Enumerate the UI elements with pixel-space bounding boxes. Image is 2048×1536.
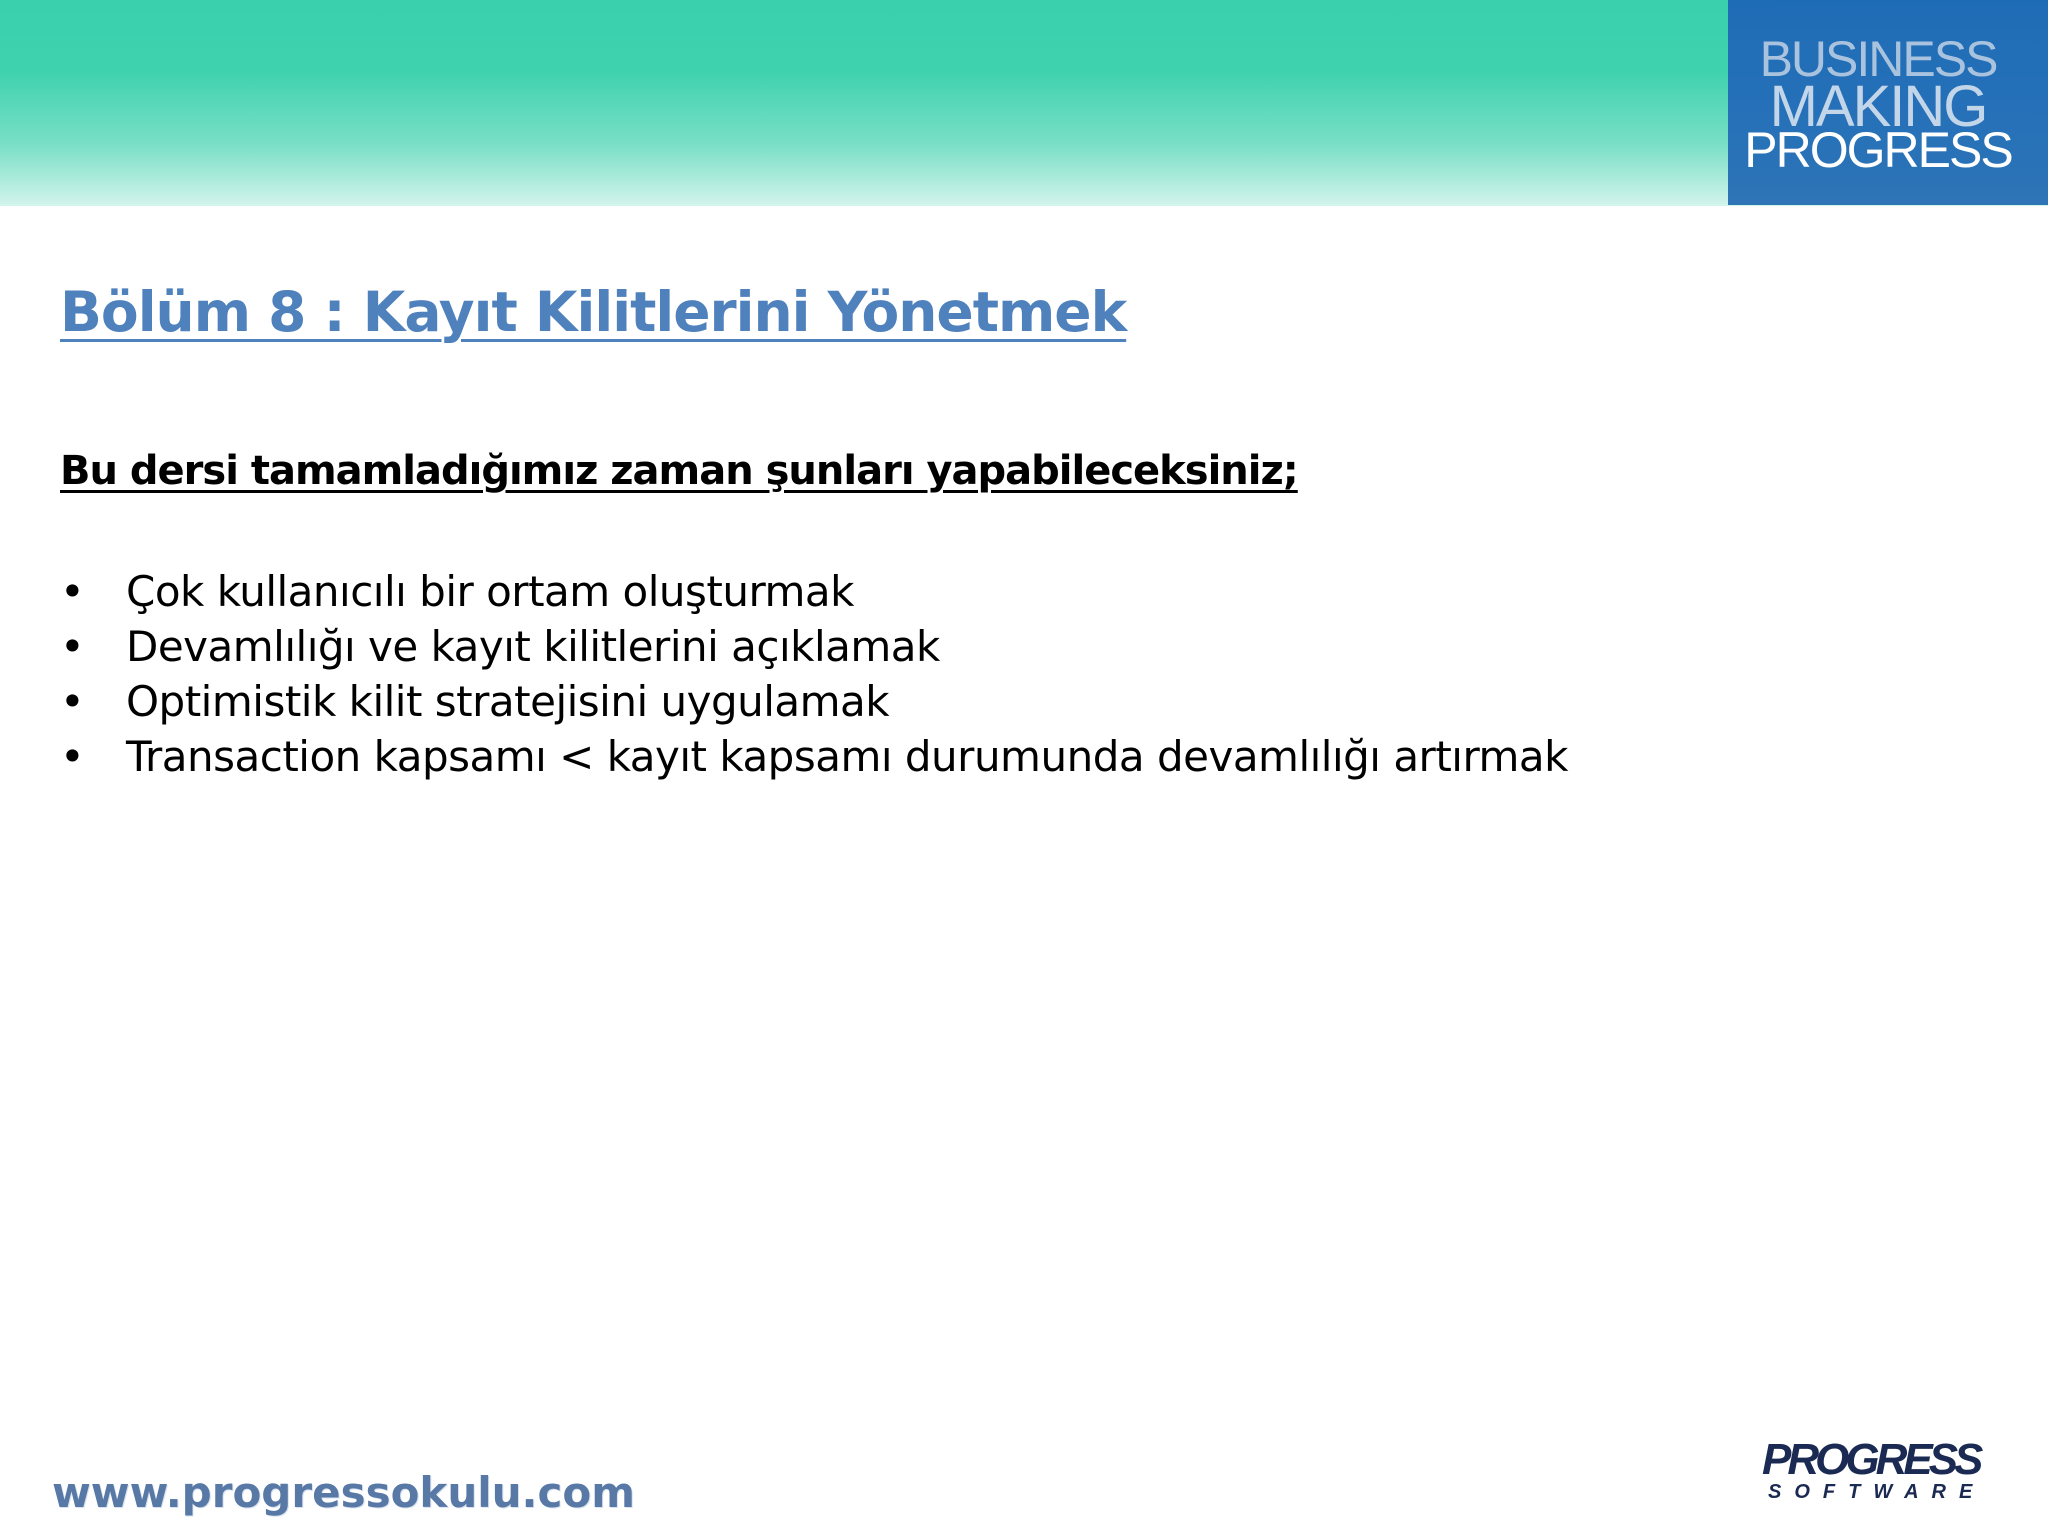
- brand-line-progress: PROGRESS: [1744, 122, 2012, 178]
- business-making-progress-logo: [1728, 0, 2048, 205]
- progress-software-logo: [1762, 1435, 2002, 1508]
- logo-subtext: SOFTWARE: [1768, 1481, 1986, 1503]
- brand-line-business: BUSINESS: [1759, 31, 1997, 87]
- list-item-text: Devamlılığı ve kayıt kilitlerini açıklamak: [126, 622, 940, 671]
- bullet-icon: •: [60, 622, 85, 671]
- bullet-icon: •: [60, 567, 85, 616]
- list-item-text: Optimistik kilit stratejisini uygulamak: [126, 677, 890, 726]
- bullet-icon: •: [60, 677, 85, 726]
- footer-website-url: www.progressokulu.com: [52, 1468, 636, 1517]
- slide-subtitle: Bu dersi tamamladığımız zaman şunları yapabileceksiniz;: [60, 448, 1298, 494]
- list-item-text: Transaction kapsamı < kayıt kapsamı durumunda devamlılığı artırmak: [126, 732, 1568, 781]
- brand-line-making: MAKING: [1769, 74, 1987, 139]
- slide-title: Bölüm 8 : Kayıt Kilitlerini Yönetmek: [60, 280, 1127, 344]
- logo-wordmark: PROGRESS: [1762, 1435, 1980, 1484]
- bullet-icon: •: [60, 732, 85, 781]
- list-item-text: Çok kullanıcılı bir ortam oluşturmak: [126, 567, 854, 616]
